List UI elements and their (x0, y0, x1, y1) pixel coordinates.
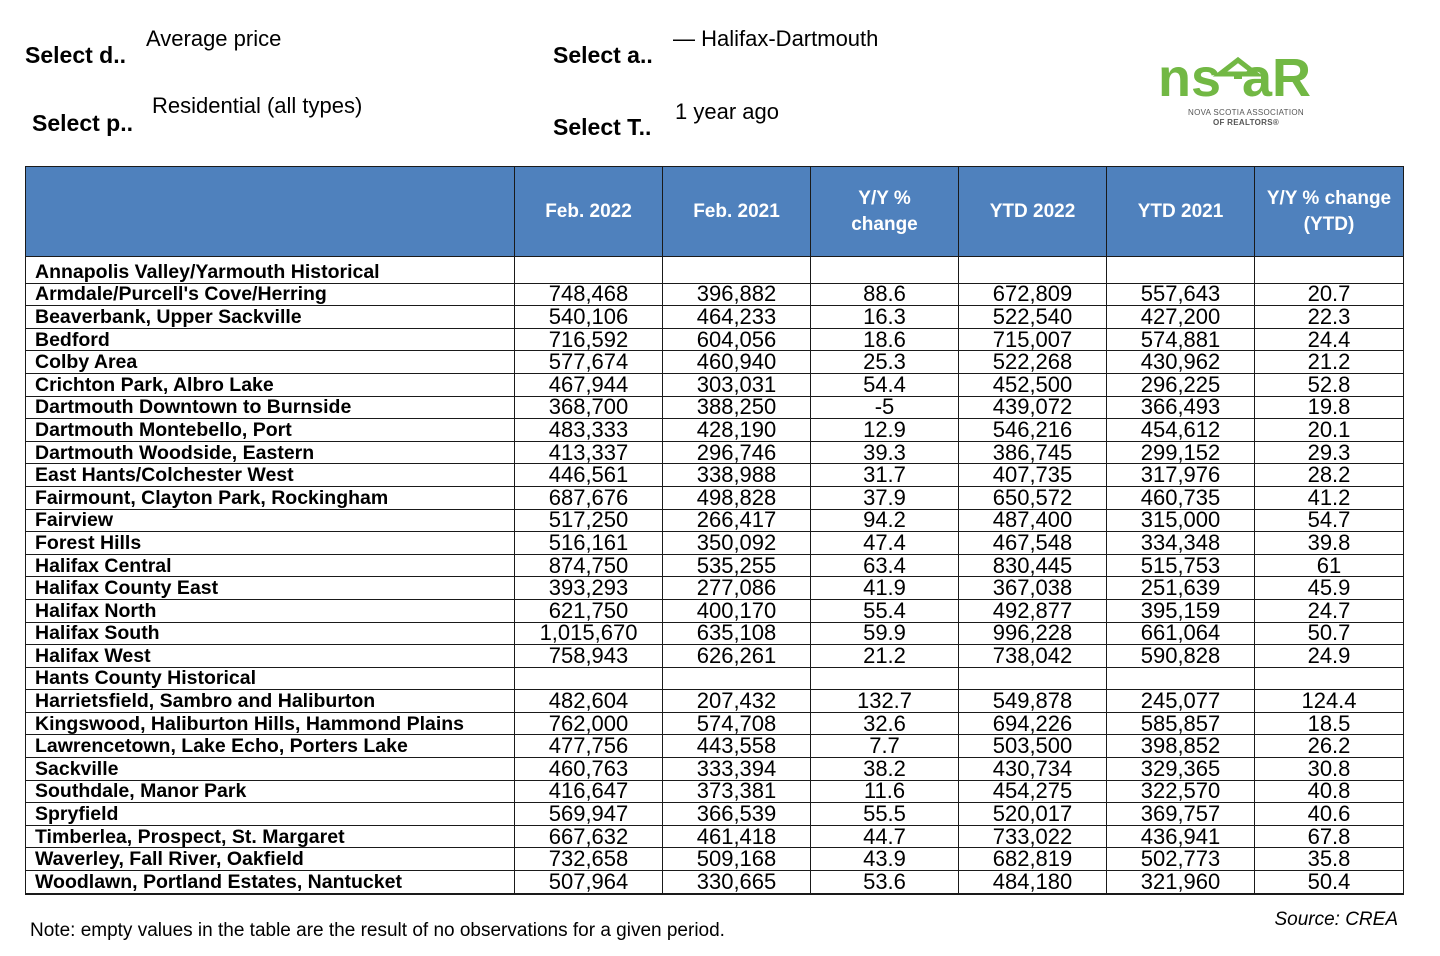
logo-subtitle-line1: NOVA SCOTIA ASSOCIATION (1188, 108, 1304, 117)
value-cell: 24.7 (1255, 599, 1404, 622)
value-cell: 29.3 (1255, 441, 1404, 464)
area-name-cell: Lawrencetown, Lake Echo, Porters Lake (26, 735, 515, 758)
area-name-cell: Forest Hills (26, 532, 515, 555)
value-cell: 124.4 (1255, 690, 1404, 713)
table-row (26, 803, 1404, 826)
value-cell: 53.6 (811, 871, 959, 894)
value-cell: 37.9 (811, 486, 959, 509)
table-row (26, 825, 1404, 848)
value-cell: 502,773 (1107, 848, 1255, 871)
value-cell (959, 257, 1107, 284)
value-cell: 45.9 (1255, 577, 1404, 600)
value-cell: 694,226 (959, 712, 1107, 735)
nsar-logo (1158, 52, 1326, 132)
nsar-logo-mark (1158, 52, 1326, 108)
value-cell: 460,763 (515, 758, 663, 781)
value-cell: 661,064 (1107, 622, 1255, 645)
value-cell: 16.3 (811, 306, 959, 329)
value-cell: 366,539 (663, 803, 811, 826)
value-cell: 395,159 (1107, 599, 1255, 622)
area-name-cell: Halifax West (26, 645, 515, 668)
property-selector-value[interactable]: Residential (all types) (152, 93, 363, 118)
value-cell: 59.9 (811, 622, 959, 645)
header-ytd-2021: YTD 2021 (1107, 167, 1255, 257)
value-cell (959, 667, 1107, 690)
value-cell: 430,962 (1107, 351, 1255, 374)
value-cell: 40.8 (1255, 780, 1404, 803)
value-cell: 427,200 (1107, 306, 1255, 329)
value-cell: 50.4 (1255, 871, 1404, 894)
value-cell: 874,750 (515, 554, 663, 577)
value-cell: 321,960 (1107, 871, 1255, 894)
value-cell (663, 667, 811, 690)
value-cell: 517,250 (515, 509, 663, 532)
value-cell: 67.8 (1255, 825, 1404, 848)
value-cell: 400,170 (663, 599, 811, 622)
value-cell: 329,365 (1107, 758, 1255, 781)
value-cell: 43.9 (811, 848, 959, 871)
table-row (26, 848, 1404, 871)
table-row (26, 712, 1404, 735)
value-cell: 996,228 (959, 622, 1107, 645)
value-cell: 396,882 (663, 283, 811, 306)
value-cell: 482,604 (515, 690, 663, 713)
value-cell: 21.2 (811, 645, 959, 668)
value-cell: 24.9 (1255, 645, 1404, 668)
value-cell: 650,572 (959, 486, 1107, 509)
table-row (26, 645, 1404, 668)
table-row (26, 464, 1404, 487)
value-cell: 461,418 (663, 825, 811, 848)
value-cell: 443,558 (663, 735, 811, 758)
area-name-cell: Halifax Central (26, 554, 515, 577)
value-cell: 251,639 (1107, 577, 1255, 600)
value-cell: 460,940 (663, 351, 811, 374)
value-cell (515, 667, 663, 690)
value-cell: 317,976 (1107, 464, 1255, 487)
value-cell: 207,432 (663, 690, 811, 713)
area-name-cell: Colby Area (26, 351, 515, 374)
value-cell: 88.6 (811, 283, 959, 306)
header-yy-change-ytd: Y/Y % change (YTD) (1255, 167, 1404, 257)
area-name-cell: Dartmouth Woodside, Eastern (26, 441, 515, 464)
value-cell: 416,647 (515, 780, 663, 803)
logo-subtitle-line2: OF REALTORS® (1212, 118, 1280, 127)
logo-letters-ns: ns (1158, 52, 1222, 108)
value-cell: 94.2 (811, 509, 959, 532)
value-cell: 369,757 (1107, 803, 1255, 826)
value-cell: 368,700 (515, 396, 663, 419)
time-selector-value[interactable]: 1 year ago (675, 99, 779, 124)
value-cell: 667,632 (515, 825, 663, 848)
value-cell: 26.2 (1255, 735, 1404, 758)
area-selector-label[interactable]: Select a.. (553, 42, 653, 68)
value-cell: 398,852 (1107, 735, 1255, 758)
value-cell: 569,947 (515, 803, 663, 826)
time-selector-label[interactable]: Select T.. (553, 114, 652, 140)
value-cell: 367,038 (959, 577, 1107, 600)
logo-letters-ar: aR (1242, 52, 1312, 108)
value-cell: 334,348 (1107, 532, 1255, 555)
value-cell: 557,643 (1107, 283, 1255, 306)
value-cell: 498,828 (663, 486, 811, 509)
table-row (26, 622, 1404, 645)
value-cell: 635,108 (663, 622, 811, 645)
value-cell: 574,708 (663, 712, 811, 735)
value-cell: 39.8 (1255, 532, 1404, 555)
table-row (26, 328, 1404, 351)
value-cell: 549,878 (959, 690, 1107, 713)
value-cell: 393,293 (515, 577, 663, 600)
area-name-cell: Woodlawn, Portland Estates, Nantucket (26, 871, 515, 894)
header-ytd-2022: YTD 2022 (959, 167, 1107, 257)
value-cell: 733,022 (959, 825, 1107, 848)
value-cell (515, 257, 663, 284)
value-cell: 454,275 (959, 780, 1107, 803)
table-row (26, 554, 1404, 577)
area-name-cell: Sackville (26, 758, 515, 781)
area-name-cell: Waverley, Fall River, Oakfield (26, 848, 515, 871)
value-cell (1107, 257, 1255, 284)
value-cell: 266,417 (663, 509, 811, 532)
value-cell: 758,943 (515, 645, 663, 668)
value-cell: 492,877 (959, 599, 1107, 622)
value-cell: 373,381 (663, 780, 811, 803)
value-cell: 55.4 (811, 599, 959, 622)
value-cell: 621,750 (515, 599, 663, 622)
area-name-cell: Timberlea, Prospect, St. Margaret (26, 825, 515, 848)
area-name-cell: Bedford (26, 328, 515, 351)
table-row (26, 441, 1404, 464)
value-cell: 30.8 (1255, 758, 1404, 781)
value-cell: 452,500 (959, 373, 1107, 396)
value-cell: 52.8 (1255, 373, 1404, 396)
value-cell: 366,493 (1107, 396, 1255, 419)
value-cell: 626,261 (663, 645, 811, 668)
value-cell: 577,674 (515, 351, 663, 374)
value-cell: 333,394 (663, 758, 811, 781)
header-yy-change: Y/Y % change (811, 167, 959, 257)
value-cell: 522,540 (959, 306, 1107, 329)
value-cell: 503,500 (959, 735, 1107, 758)
footnote: Note: empty values in the table are the result of no observations for a given period. (30, 920, 725, 941)
table-body (26, 257, 1404, 894)
value-cell (811, 667, 959, 690)
value-cell: 28.2 (1255, 464, 1404, 487)
value-cell: 18.6 (811, 328, 959, 351)
table-row (26, 690, 1404, 713)
value-cell: 732,658 (515, 848, 663, 871)
value-cell: 322,570 (1107, 780, 1255, 803)
value-cell: 454,612 (1107, 419, 1255, 442)
property-selector-label[interactable]: Select p.. (32, 110, 133, 136)
value-cell: 41.2 (1255, 486, 1404, 509)
area-name-cell: Halifax North (26, 599, 515, 622)
value-cell: 63.4 (811, 554, 959, 577)
value-cell: 439,072 (959, 396, 1107, 419)
area-name-cell: Harrietsfield, Sambro and Haliburton (26, 690, 515, 713)
value-cell: 20.1 (1255, 419, 1404, 442)
value-cell: 509,168 (663, 848, 811, 871)
header-feb-2021: Feb. 2021 (663, 167, 811, 257)
table-row (26, 373, 1404, 396)
value-cell: 41.9 (811, 577, 959, 600)
value-cell: 535,255 (663, 554, 811, 577)
value-cell: 483,333 (515, 419, 663, 442)
value-cell: 388,250 (663, 396, 811, 419)
value-cell (663, 257, 811, 284)
area-name-cell: Dartmouth Downtown to Burnside (26, 396, 515, 419)
value-cell: -5 (811, 396, 959, 419)
value-cell: 21.2 (1255, 351, 1404, 374)
value-cell: 464,233 (663, 306, 811, 329)
value-cell: 296,225 (1107, 373, 1255, 396)
header-area (26, 167, 515, 257)
value-cell: 31.7 (811, 464, 959, 487)
value-cell: 682,819 (959, 848, 1107, 871)
value-cell: 484,180 (959, 871, 1107, 894)
value-cell: 460,735 (1107, 486, 1255, 509)
value-cell: 507,964 (515, 871, 663, 894)
value-cell: 132.7 (811, 690, 959, 713)
value-cell: 32.6 (811, 712, 959, 735)
value-cell: 11.6 (811, 780, 959, 803)
table-row (26, 257, 1404, 284)
area-selector-value[interactable]: — Halifax-Dartmouth (673, 26, 879, 51)
value-cell: 50.7 (1255, 622, 1404, 645)
value-cell: 18.5 (1255, 712, 1404, 735)
area-name-cell: Fairmount, Clayton Park, Rockingham (26, 486, 515, 509)
value-cell: 748,468 (515, 283, 663, 306)
table-row (26, 419, 1404, 442)
value-cell: 55.5 (811, 803, 959, 826)
area-name-cell: Fairview (26, 509, 515, 532)
area-name-cell: Beaverbank, Upper Sackville (26, 306, 515, 329)
area-name-cell: Spryfield (26, 803, 515, 826)
value-cell: 7.7 (811, 735, 959, 758)
area-name-cell: East Hants/Colchester West (26, 464, 515, 487)
value-cell: 715,007 (959, 328, 1107, 351)
value-cell: 574,881 (1107, 328, 1255, 351)
value-cell (1107, 667, 1255, 690)
value-cell: 546,216 (959, 419, 1107, 442)
table-header-row (26, 167, 1404, 257)
value-cell: 516,161 (515, 532, 663, 555)
value-cell: 296,746 (663, 441, 811, 464)
table-row (26, 532, 1404, 555)
table-row (26, 396, 1404, 419)
value-cell: 487,400 (959, 509, 1107, 532)
area-name-cell: Armdale/Purcell's Cove/Herring (26, 283, 515, 306)
value-cell (1255, 667, 1404, 690)
header-feb-2022: Feb. 2022 (515, 167, 663, 257)
value-cell: 687,676 (515, 486, 663, 509)
value-cell: 25.3 (811, 351, 959, 374)
table-row (26, 283, 1404, 306)
value-cell: 40.6 (1255, 803, 1404, 826)
table-row (26, 780, 1404, 803)
value-cell: 299,152 (1107, 441, 1255, 464)
source-credit: Source: CREA (1274, 909, 1398, 930)
value-cell: 20.7 (1255, 283, 1404, 306)
value-cell: 303,031 (663, 373, 811, 396)
value-cell: 54.7 (1255, 509, 1404, 532)
price-table (25, 166, 1404, 895)
value-cell: 716,592 (515, 328, 663, 351)
table-row (26, 306, 1404, 329)
value-cell: 540,106 (515, 306, 663, 329)
value-cell: 407,735 (959, 464, 1107, 487)
value-cell: 738,042 (959, 645, 1107, 668)
value-cell: 590,828 (1107, 645, 1255, 668)
table-row (26, 599, 1404, 622)
logo-door-icon (1234, 72, 1242, 79)
value-cell: 22.3 (1255, 306, 1404, 329)
value-cell: 24.4 (1255, 328, 1404, 351)
value-cell: 585,857 (1107, 712, 1255, 735)
table-row (26, 758, 1404, 781)
logo-subtitle (1176, 108, 1316, 128)
value-cell: 477,756 (515, 735, 663, 758)
value-cell: 762,000 (515, 712, 663, 735)
area-name-cell: Dartmouth Montebello, Port (26, 419, 515, 442)
table-row (26, 871, 1404, 894)
table-row (26, 351, 1404, 374)
area-name-cell: Southdale, Manor Park (26, 780, 515, 803)
value-cell: 47.4 (811, 532, 959, 555)
value-cell: 672,809 (959, 283, 1107, 306)
value-cell: 446,561 (515, 464, 663, 487)
value-cell: 522,268 (959, 351, 1107, 374)
table-row (26, 486, 1404, 509)
value-cell: 35.8 (1255, 848, 1404, 871)
value-cell: 61 (1255, 554, 1404, 577)
area-name-cell: Halifax South (26, 622, 515, 645)
value-cell: 338,988 (663, 464, 811, 487)
value-cell (1255, 257, 1404, 284)
value-cell: 830,445 (959, 554, 1107, 577)
value-cell: 12.9 (811, 419, 959, 442)
value-cell: 428,190 (663, 419, 811, 442)
value-cell: 54.4 (811, 373, 959, 396)
value-cell: 1,015,670 (515, 622, 663, 645)
value-cell: 39.3 (811, 441, 959, 464)
value-cell: 467,548 (959, 532, 1107, 555)
value-cell: 520,017 (959, 803, 1107, 826)
area-name-cell: Halifax County East (26, 577, 515, 600)
value-cell: 330,665 (663, 871, 811, 894)
value-cell: 245,077 (1107, 690, 1255, 713)
value-cell: 604,056 (663, 328, 811, 351)
area-name-cell: Annapolis Valley/Yarmouth Historical (26, 257, 515, 284)
value-cell (811, 257, 959, 284)
value-cell: 386,745 (959, 441, 1107, 464)
value-cell: 430,734 (959, 758, 1107, 781)
value-cell: 515,753 (1107, 554, 1255, 577)
table-row (26, 735, 1404, 758)
table-row (26, 509, 1404, 532)
value-cell: 38.2 (811, 758, 959, 781)
value-cell: 315,000 (1107, 509, 1255, 532)
area-name-cell: Hants County Historical (26, 667, 515, 690)
value-cell: 436,941 (1107, 825, 1255, 848)
table-row (26, 667, 1404, 690)
data-selector-label[interactable]: Select d.. (25, 42, 126, 68)
data-selector-value[interactable]: Average price (146, 26, 282, 51)
value-cell: 467,944 (515, 373, 663, 396)
value-cell: 277,086 (663, 577, 811, 600)
area-name-cell: Kingswood, Haliburton Hills, Hammond Plains (26, 712, 515, 735)
value-cell: 413,337 (515, 441, 663, 464)
value-cell: 44.7 (811, 825, 959, 848)
value-cell: 350,092 (663, 532, 811, 555)
value-cell: 19.8 (1255, 396, 1404, 419)
area-name-cell: Crichton Park, Albro Lake (26, 373, 515, 396)
table-row (26, 577, 1404, 600)
